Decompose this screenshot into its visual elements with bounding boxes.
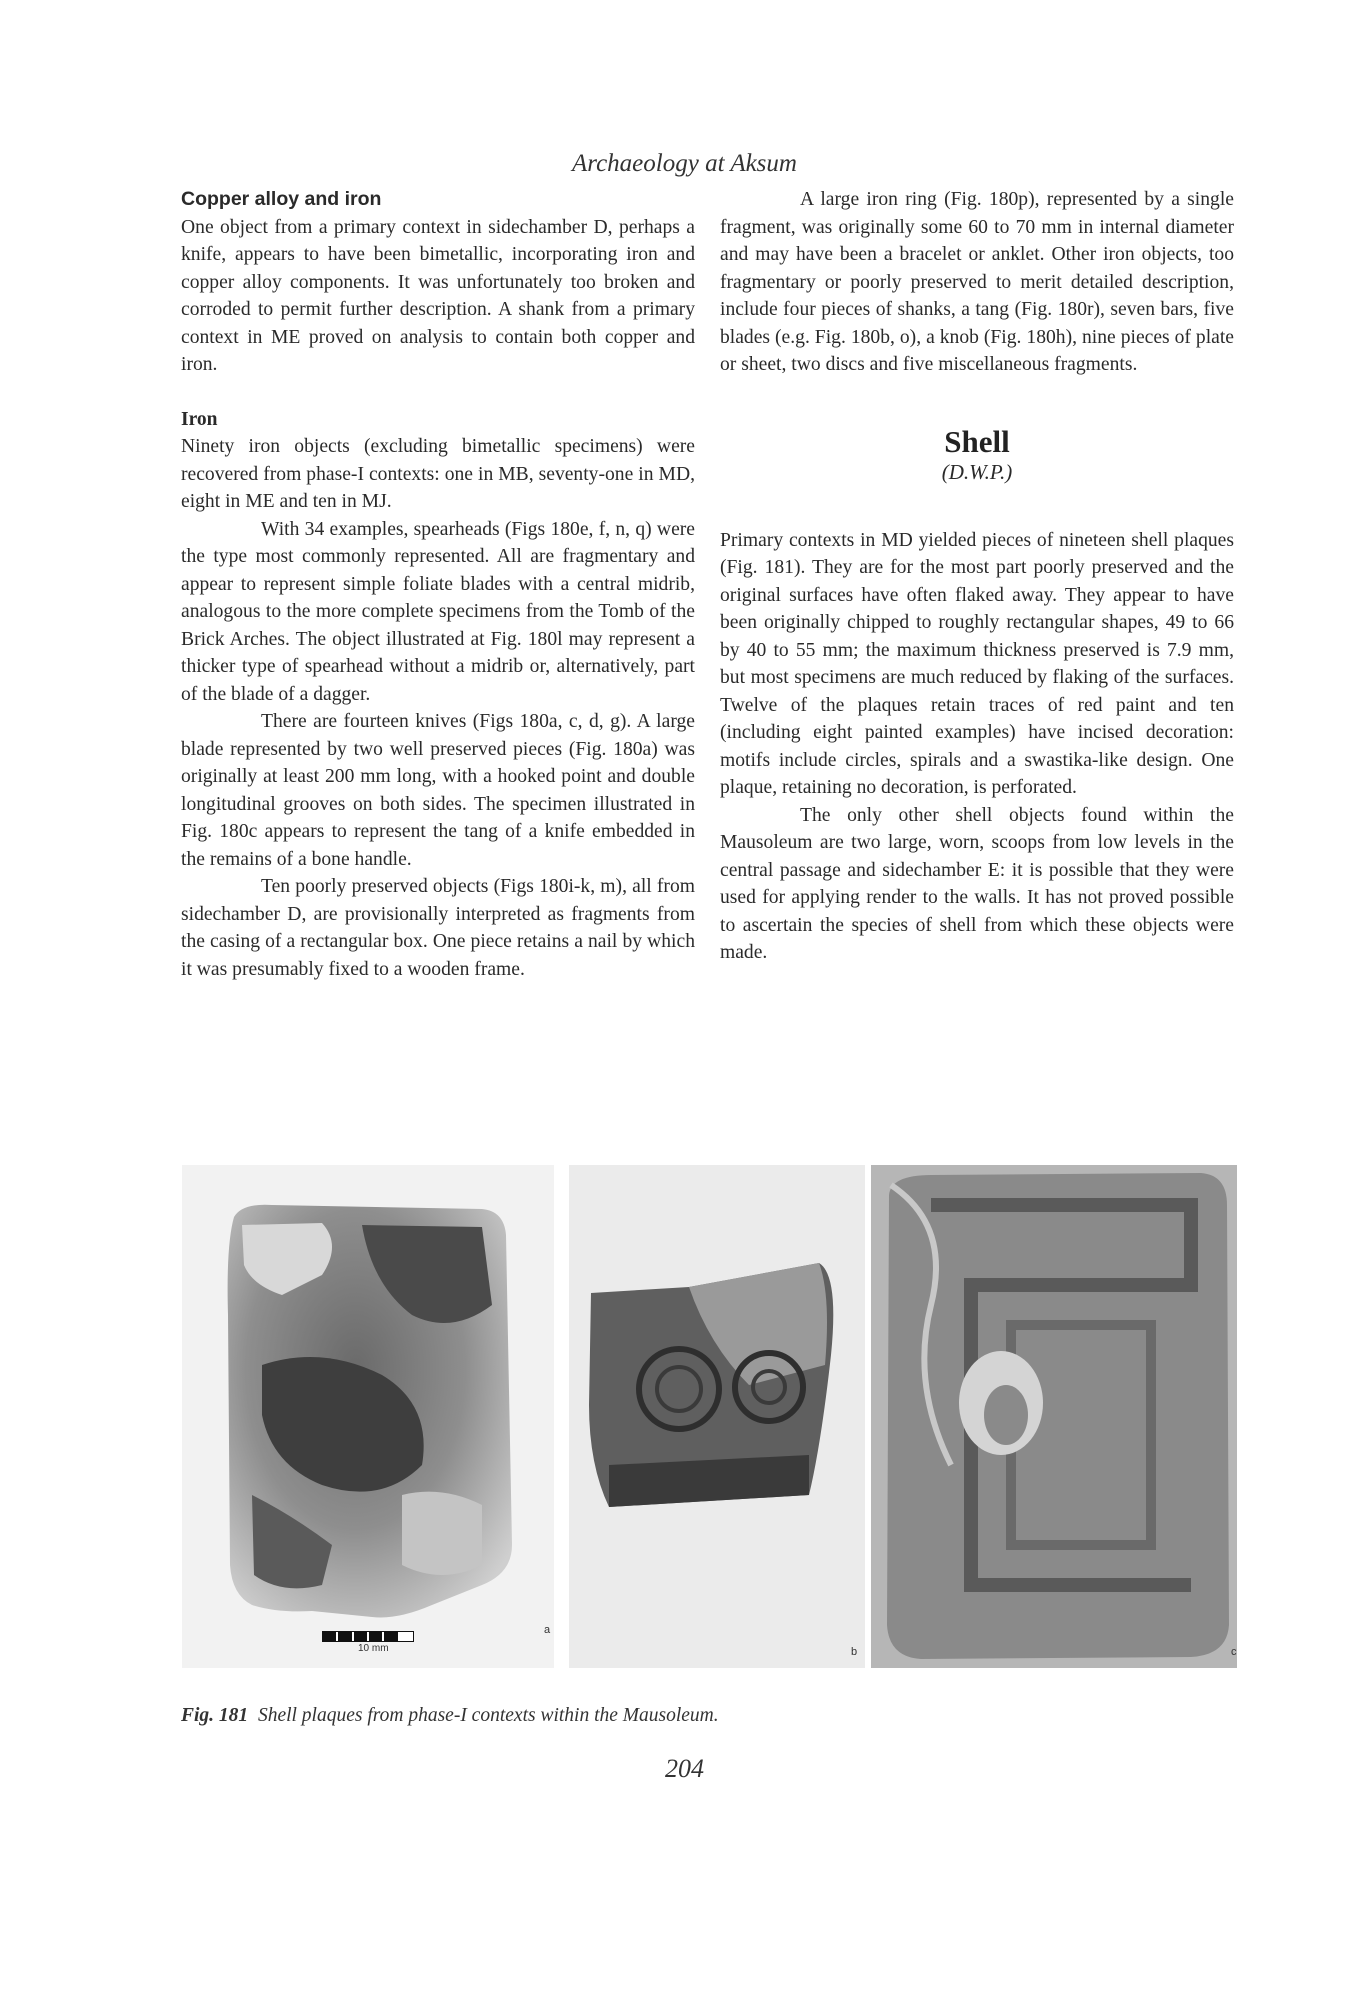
figure-label-b: b <box>851 1646 858 1658</box>
paragraph: Primary contexts in MD yielded pieces of nineteen shell plaques (Fig. 181). They are for the most part poorly preserved and the original surfaces have often flaked away. They appear to have been originally chipped to roughly rectangular shapes, 49 to 66 by 40 to 55 mm; the maximum thickness preserved is 7.9 mm, but most specimens are much reduced by flaking of the surfaces. Twelve of the plaques retain traces of red paint and ten (including eight painted examples) have incised decoration: motifs include circles, spirals and a swastika-like design. One plaque, retaining no decoration, is perforated. <box>720 529 1234 798</box>
page-number: 204 <box>665 1754 704 1783</box>
paragraph: The only other shell objects found within the Mausoleum are two large, worn, scoops from low levels in the central passage and sidechamber E: it is possible that they were used for applying render to the walls. It has not proved possible to ascertain the species of shell from which these objects were made. <box>720 804 1234 963</box>
paragraph: With 34 examples, spearheads (Figs 180e, f, n, q) were the type most commonly represented. All are fragmentary and appear to represent simple foliate blades with a central midrib, analogous to the more complete specimens from the Tomb of the Brick Arches. The object illustrated at Fig. 180l may represent a thicker type of spearhead without a midrib or, alternatively, part of the blade of a dagger. <box>181 518 695 705</box>
shell-plaque-photo-b <box>569 1165 865 1668</box>
paragraph: There are fourteen knives (Figs 180a, c, d, g). A large blade represented by two well preserved pieces (Fig. 180a) was originally at least 200 mm long, with a hooked point and double longitudinal grooves on both sides. The specimen illustrated in Fig. 180c appears to represent the tang of a knife embedded in the remains of a bone handle. <box>181 711 695 870</box>
scale-bar <box>322 1631 414 1654</box>
scale-bar-graphic <box>322 1631 414 1642</box>
iron-heading: Iron <box>181 408 218 430</box>
scale-label: 10 mm <box>358 1643 389 1654</box>
shell-plaque-b-image <box>569 1165 865 1668</box>
section-author: (D.W.P.) <box>941 459 1013 484</box>
figure-label-c: c <box>1231 1646 1237 1658</box>
right-column <box>720 186 1234 967</box>
shell-section-title: Shell <box>944 423 1010 459</box>
paragraph: Ninety iron objects (excluding bimetallic specimens) were recovered from phase-I contexts: one in MB, seventy-one in MD, eight in ME and ten in MJ. <box>181 436 695 512</box>
paragraph: Ten poorly preserved objects (Figs 180i-k, m), all from sidechamber D, are provisionally interpreted as fragments from the casing of a rectangular box. One piece retains a nail by which it was presumably fixed to a wooden frame. <box>181 876 695 980</box>
paragraph: A large iron ring (Fig. 180p), represented by a single fragment, was originally some 60 to 70 mm in internal diameter and may have been a bracelet or anklet. Other iron objects, too fragmentary or poorly preserved to merit detailed description, include four pieces of shanks, a tang (Fig. 180r), seven bars, five blades (e.g. Fig. 180b, o), a knob (Fig. 180h), nine pieces of plate or sheet, two discs and five miscellaneous fragments. <box>720 189 1234 375</box>
running-title: Archaeology at Aksum <box>572 150 797 177</box>
caption-text: Shell plaques from phase-I contexts within the Mausoleum. <box>257 1705 719 1726</box>
left-column <box>181 186 695 983</box>
figure-label-a: a <box>544 1624 551 1636</box>
copper-alloy-heading: Copper alloy and iron <box>181 188 382 210</box>
shell-plaque-photo-c <box>871 1165 1237 1668</box>
caption-number: Fig. 181 <box>181 1705 249 1726</box>
shell-plaque-photo-a <box>182 1165 554 1668</box>
figure-caption <box>181 1705 719 1727</box>
shell-plaque-c-image <box>871 1165 1237 1668</box>
paragraph: One object from a primary context in sidechamber D, perhaps a knife, appears to have been bimetallic, incorporating iron and copper alloy components. It was unfortunately too broken and corroded to permit further description. A shank from a primary context in ME proved on analysis to contain both copper and iron. <box>181 216 695 375</box>
shell-plaque-a-image <box>182 1165 554 1668</box>
